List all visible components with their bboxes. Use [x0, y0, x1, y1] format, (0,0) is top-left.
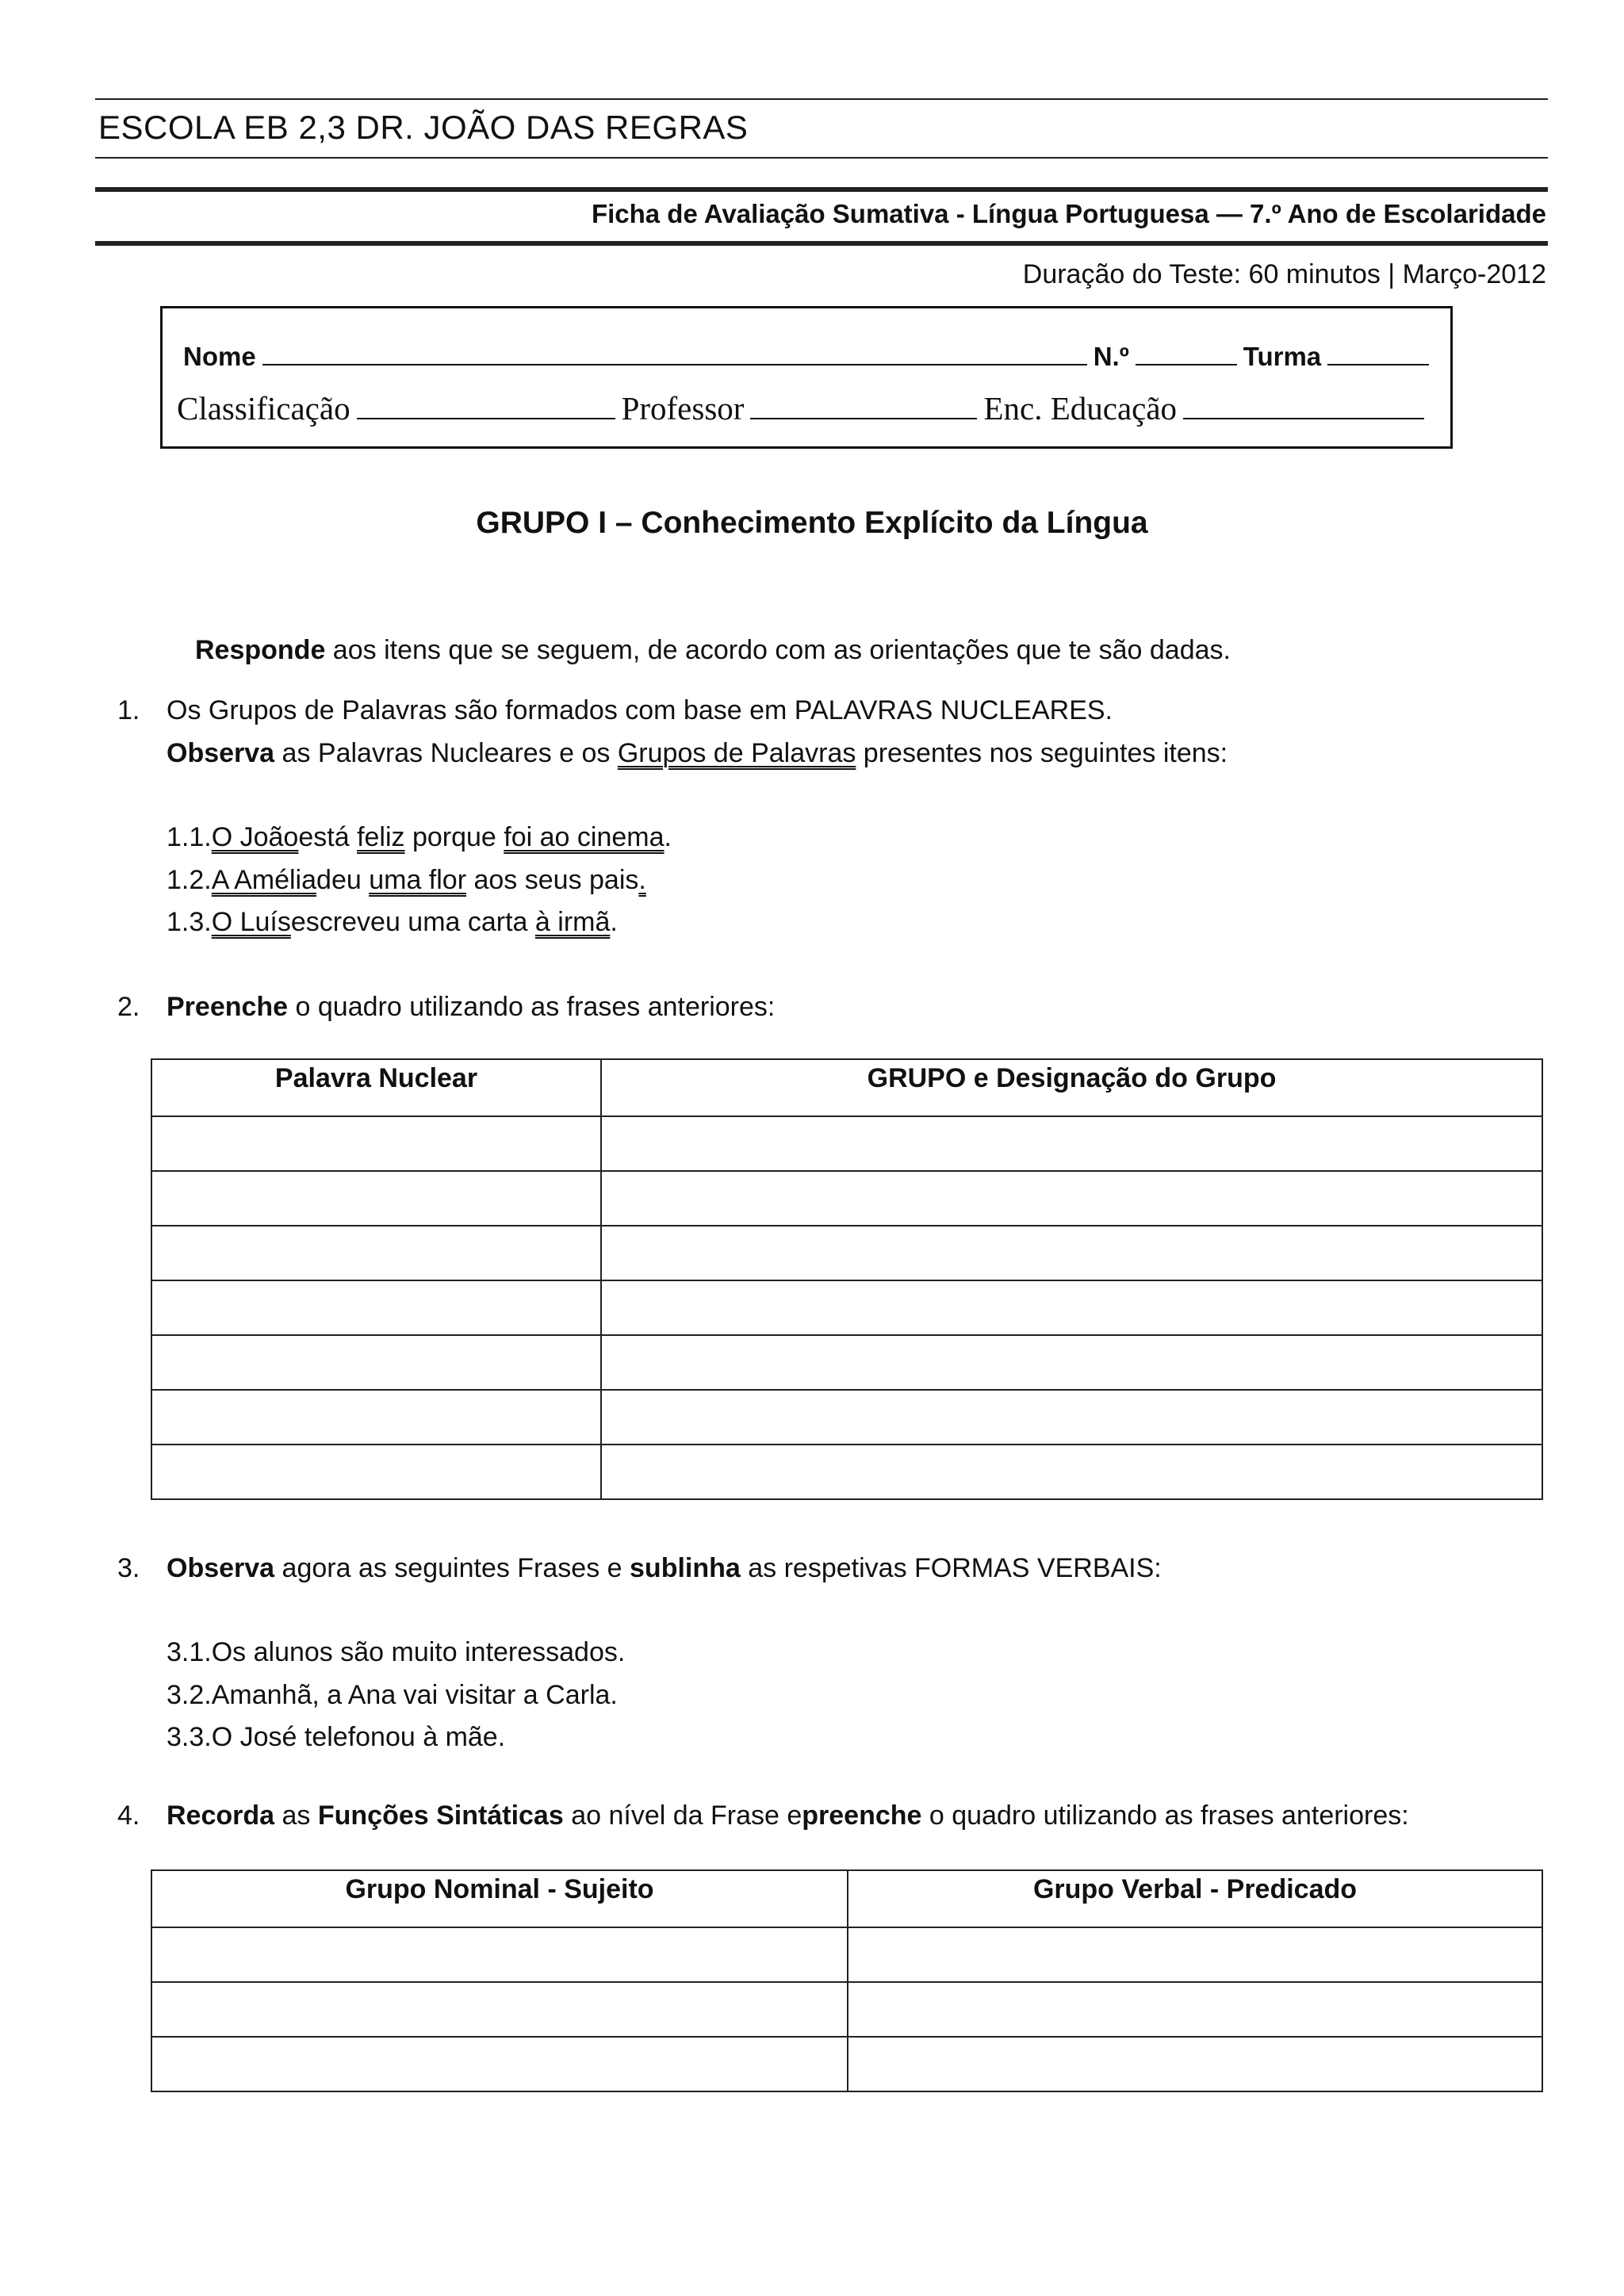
- q1-text-b: presentes nos seguintes itens:: [856, 738, 1228, 768]
- item-sentence: Os alunos são muito interessados.: [211, 1637, 626, 1667]
- q3-verb: Observa: [167, 1553, 275, 1583]
- table-row: [151, 2037, 1542, 2091]
- test-title: Ficha de Avaliação Sumativa - Língua Portuguesa — 7.º Ano de Escolaridade: [591, 199, 1546, 228]
- q1-underlined-term: Grupos de Palavras: [617, 738, 856, 768]
- table-header-row: [151, 1059, 1542, 1116]
- question-2-text: [167, 991, 775, 1023]
- classification-label: Classificação: [177, 390, 350, 427]
- table-cell[interactable]: [601, 1171, 1542, 1226]
- item-phrase: .: [638, 865, 646, 895]
- table-row: [151, 1335, 1542, 1390]
- table-row: [151, 1226, 1542, 1280]
- table-row: [151, 1982, 1542, 2037]
- item-phrase: O Luís: [211, 907, 291, 937]
- table-cell[interactable]: [848, 2037, 1542, 2091]
- table-row: [151, 1280, 1542, 1335]
- question-4-text: [167, 1800, 1409, 1831]
- classification-field[interactable]: [357, 394, 615, 419]
- q2-text: o quadro utilizando as frases anteriores:: [288, 992, 776, 1022]
- q3-text: agora as seguintes Frases e: [274, 1553, 630, 1583]
- title-bottom-rule: [95, 241, 1548, 246]
- table-cell[interactable]: [601, 1280, 1542, 1335]
- question-4-number: 4.: [117, 1800, 140, 1831]
- instruction-verb: Responde: [195, 635, 326, 665]
- item-text: escreveu uma carta: [290, 907, 535, 937]
- teacher-field[interactable]: [750, 394, 977, 419]
- table-header-row: [151, 1870, 1542, 1927]
- item-number: 3.1.: [167, 1637, 212, 1667]
- question-1-line-2: [167, 737, 1228, 769]
- top-rule: [95, 98, 1548, 100]
- q2-verb: Preenche: [167, 992, 289, 1022]
- item-text: aos seus pais: [466, 865, 639, 895]
- item-phrase: foi ao cinema: [504, 822, 665, 852]
- table-cell[interactable]: [601, 1226, 1542, 1280]
- guardian-field[interactable]: [1183, 394, 1424, 419]
- q4-term: Funções Sintáticas: [317, 1800, 564, 1831]
- table-cell[interactable]: [151, 1171, 601, 1226]
- item-1-2: [167, 864, 646, 896]
- identification-row-1: [183, 340, 1435, 373]
- number-field[interactable]: [1136, 340, 1237, 365]
- item-1-3: [167, 906, 618, 938]
- teacher-label: Professor: [621, 390, 745, 427]
- item-3-3: [167, 1721, 505, 1753]
- item-phrase: O João: [211, 822, 299, 852]
- table-cell[interactable]: [848, 1927, 1542, 1982]
- item-phrase: A Amélia: [211, 865, 317, 895]
- syntactic-functions-table: [151, 1869, 1543, 2092]
- item-1-1: [167, 821, 672, 853]
- school-name: ESCOLA EB 2,3 DR. JOÃO DAS REGRAS: [98, 109, 749, 146]
- school-rule: [95, 157, 1548, 159]
- item-number: 3.3.: [167, 1722, 212, 1752]
- instruction: [195, 634, 1231, 666]
- nuclear-words-table: [151, 1058, 1543, 1500]
- number-label: N.º: [1093, 342, 1129, 371]
- item-text: .: [610, 907, 618, 937]
- class-label: Turma: [1243, 342, 1322, 371]
- class-field[interactable]: [1327, 340, 1429, 365]
- question-3-number: 3.: [117, 1553, 140, 1583]
- item-text: porque: [404, 822, 504, 852]
- item-sentence: O José telefonou à mãe.: [211, 1722, 506, 1752]
- name-field[interactable]: [262, 340, 1087, 365]
- item-number: 1.3.: [167, 907, 212, 937]
- q4-verb: preenche: [802, 1800, 922, 1831]
- table-cell[interactable]: [151, 1335, 601, 1390]
- table-cell[interactable]: [601, 1390, 1542, 1445]
- question-3-text: [167, 1552, 1162, 1584]
- table-header: Grupo Nominal - Sujeito: [151, 1870, 848, 1927]
- item-text: .: [664, 822, 672, 852]
- q3-verb: sublinha: [630, 1553, 741, 1583]
- table-cell[interactable]: [151, 1116, 601, 1171]
- table-cell[interactable]: [151, 1280, 601, 1335]
- table-row: [151, 1390, 1542, 1445]
- item-phrase: feliz: [357, 822, 405, 852]
- table-cell[interactable]: [151, 2037, 848, 2091]
- title-top-rule: [95, 187, 1548, 192]
- item-sentence: Amanhã, a Ana vai visitar a Carla.: [211, 1680, 618, 1710]
- q4-text: o quadro utilizando as frases anteriores:: [921, 1800, 1409, 1831]
- table-cell[interactable]: [151, 1927, 848, 1982]
- test-duration: Duração do Teste: 60 minutos | Março-2012: [1022, 259, 1546, 289]
- table-header: GRUPO e Designação do Grupo: [601, 1059, 1542, 1116]
- table-header: Grupo Verbal - Predicado: [848, 1870, 1542, 1927]
- table-cell[interactable]: [151, 1390, 601, 1445]
- table-cell[interactable]: [151, 1226, 601, 1280]
- table-cell[interactable]: [848, 1982, 1542, 2037]
- item-number: 1.1.: [167, 822, 212, 852]
- instruction-text: aos itens que se seguem, de acordo com as orientações que te são dadas.: [325, 635, 1231, 665]
- item-phrase: uma flor: [369, 865, 467, 895]
- question-2-number: 2.: [117, 992, 140, 1022]
- table-cell[interactable]: [601, 1445, 1542, 1499]
- question-1-number: 1.: [117, 695, 140, 725]
- guardian-label: Enc. Educação: [983, 390, 1178, 427]
- q1-text-a: as Palavras Nucleares e os: [274, 738, 618, 768]
- table-cell[interactable]: [151, 1445, 601, 1499]
- group-title: GRUPO I – Conhecimento Explícito da Língua: [476, 506, 1148, 540]
- table-row: [151, 1445, 1542, 1499]
- q3-text: as respetivas FORMAS VERBAIS:: [740, 1553, 1162, 1583]
- table-row: [151, 1171, 1542, 1226]
- item-text: está: [298, 822, 358, 852]
- q1-verb: Observa: [167, 738, 275, 768]
- identification-row-2: [177, 390, 1431, 427]
- item-text: deu: [316, 865, 370, 895]
- table-cell[interactable]: [151, 1982, 848, 2037]
- table-header: Palavra Nuclear: [151, 1059, 601, 1116]
- item-phrase: à irmã: [534, 907, 611, 937]
- table-cell[interactable]: [601, 1335, 1542, 1390]
- item-3-2: [167, 1679, 618, 1711]
- identification-box: [160, 306, 1453, 449]
- q4-text: ao nível da Frase e: [563, 1800, 802, 1831]
- table-cell[interactable]: [601, 1116, 1542, 1171]
- question-1-line-1: Os Grupos de Palavras são formados com base em PALAVRAS NUCLEARES.: [167, 695, 1113, 725]
- item-3-1: [167, 1636, 625, 1668]
- q4-text: as: [274, 1800, 318, 1831]
- name-label: Nome: [183, 342, 256, 371]
- q4-verb: Recorda: [167, 1800, 275, 1831]
- item-number: 3.2.: [167, 1680, 212, 1710]
- table-row: [151, 1927, 1542, 1982]
- table-row: [151, 1116, 1542, 1171]
- item-number: 1.2.: [167, 865, 212, 895]
